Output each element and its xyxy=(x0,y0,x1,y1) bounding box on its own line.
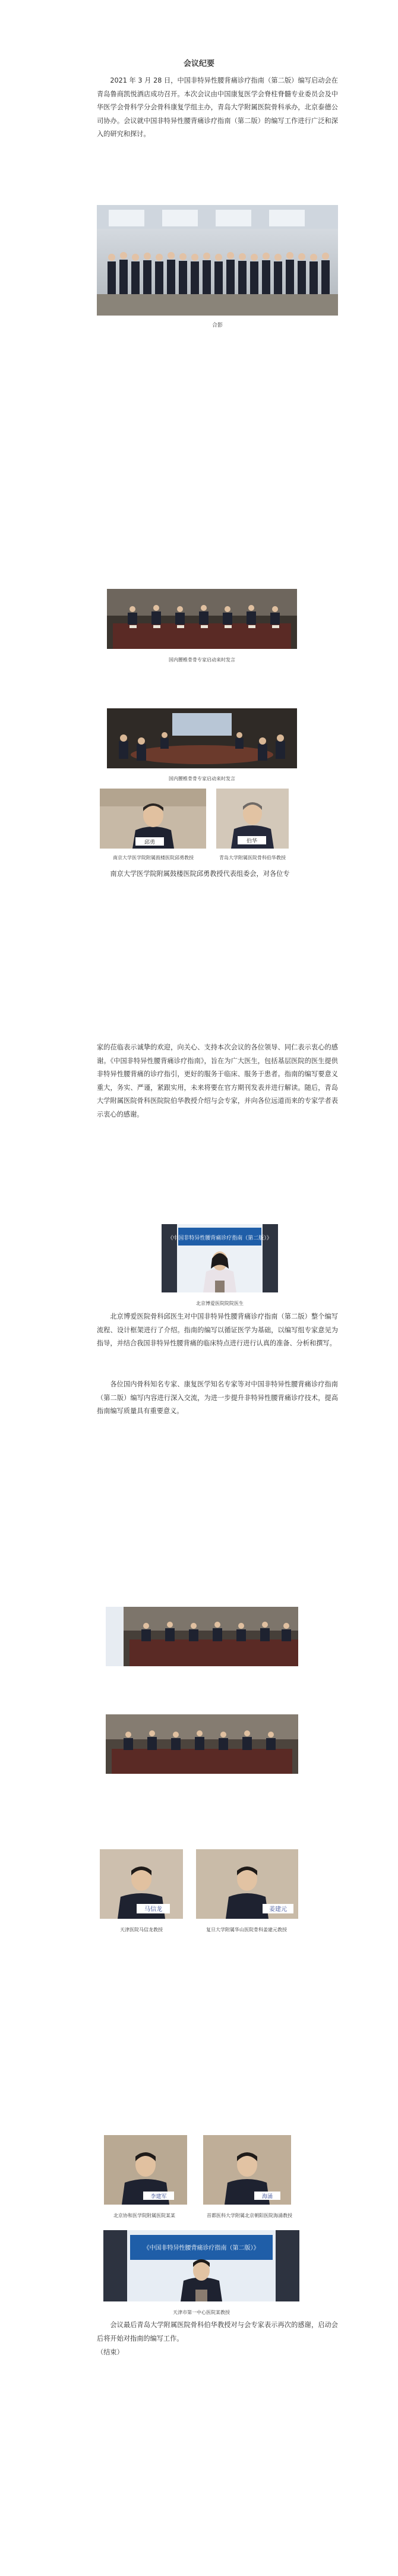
group-photo-caption: 合影 xyxy=(211,323,223,329)
meeting-photo-1-caption: 国内腰椎骨骨专家启动来时发言 xyxy=(169,657,235,663)
li-name-tag: 李建军 xyxy=(150,2194,167,2200)
ma-speaker-photo xyxy=(100,1849,183,1919)
closing-paragraph xyxy=(97,2319,338,2345)
tianjin-first-caption: 天津市第一中心医院某教授 xyxy=(173,2310,230,2315)
li-speaker-photo xyxy=(104,2135,187,2205)
hai-name-tag: 海涌 xyxy=(261,2194,273,2200)
beijing-banner-text: 《中国非特异性腰背痛诊疗指南（第二版）》 xyxy=(168,1235,272,1241)
beijing-doctor-photo xyxy=(162,1224,278,1292)
bo-name-tag: 伯华 xyxy=(246,838,258,844)
ma-name-tag: 马信龙 xyxy=(144,1906,162,1913)
intro-paragraph xyxy=(97,74,338,141)
capital-caption: 首都医科大学附属北京朝阳医院海涌教授 xyxy=(207,2213,292,2218)
speech-paragraph-cont xyxy=(97,1041,338,1121)
meeting-photo-2-caption: 国内腰椎骨骨专家启动来时发言 xyxy=(169,776,235,781)
jiang-speaker-photo xyxy=(196,1849,298,1919)
bo-speaker-photo xyxy=(216,789,289,849)
tianjin-first-photo xyxy=(103,2230,299,2301)
tianjin-banner-text: 《中国非特异性腰背痛诊疗指南（第二版）》 xyxy=(143,2245,260,2252)
beijing-text: 北京博爱医院骨科邱医生对中国非特异性腰背痛诊疗指南（第二版）整个编写流程、设计框架进行了介绍。指南的编写以循证医学为基础，以编写组专家意见为指导，并结合我国非特异性腰背痛的临床特点进行进行认真的准备、分析和撰写。 xyxy=(97,1313,338,1347)
meeting-photo-1 xyxy=(107,589,297,649)
group-photo xyxy=(97,205,338,316)
qiu-caption: 南京大学医学院附属鼓楼医院邱勇教授 xyxy=(113,855,194,860)
experts-paragraph xyxy=(97,1378,338,1418)
speech-cont-text: 家的莅临表示诚挚的欢迎，向关心、支持本次会议的各位领导、同仁表示衷心的感谢。《中国非特异性腰背痛诊疗指南》，旨在为广大医生，包括基层医院的医生提供非特异性腰背痛的诊疗指引，更好的服务于临床、服务于患者。指南的编写要意义重大，务实、严谨，紧跟实用，未来将要在官方期刊发表并进行解读。随后，青岛大学附属医院骨科医院院伯华教授介绍与会专家，并向各位远道而来的专家学者表示衷心的感谢。 xyxy=(97,1043,338,1118)
meeting-photo-4 xyxy=(106,1714,298,1774)
qiu-name-tag: 邱勇 xyxy=(144,840,156,846)
jiang-name-tag: 姜建元 xyxy=(269,1906,287,1913)
hai-speaker-photo xyxy=(203,2135,291,2205)
end-marker: （结束） xyxy=(97,2348,124,2356)
qiu-speaker-photo xyxy=(100,789,206,849)
bo-caption: 青岛大学附属医院骨科伯华教授 xyxy=(219,855,286,860)
experts-text: 各位国内骨科知名专家、康复医学知名专家等对中国非特异性腰背痛诊疗指南（第二版）编写内容进行深入交流，为进一步提升非特异性腰背痛诊疗技术，提高指南编写质量具有重要意义。 xyxy=(97,1380,338,1415)
beijing-paragraph xyxy=(97,1310,338,1351)
intro-text: 2021 年 3 月 28 日，中国非特异性腰背痛诊疗指南（第二版）编写启动会在青岛鲁商凯悦酒店成功召开。本次会议由中国康复医学会脊柱脊髓专业委员会及中华医学会骨科学分会骨科康复学组主办，青岛大学附属医院骨科承办，北京泰德公司协办。会议就中国非特异性腰背痛诊疗指南（第二版）的编写工作进行广泛和深入的研究和探讨。 xyxy=(97,77,338,138)
beijing-doctor-caption: 北京博爱医院院院医生 xyxy=(196,1301,244,1306)
chongqing-caption: 复旦大学附属华山医院骨科姜建元教授 xyxy=(206,1927,287,1932)
closing-text: 会议最后青岛大学附属医院骨科伯华教授对与会专家表示再次的感谢，启动会后将开始对指南的编写工作。 xyxy=(97,2321,338,2342)
peking-third-caption: 北京协和医学院附属医院某某 xyxy=(113,2213,175,2218)
speech-paragraph-start xyxy=(97,868,338,881)
meeting-photo-2 xyxy=(107,708,297,768)
meeting-photo-3 xyxy=(106,1607,298,1666)
tianjin-caption: 天津医院马信龙教授 xyxy=(120,1927,163,1932)
page-title: 会议纪要 xyxy=(183,59,214,68)
speech-start-text: 南京大学医学院附属鼓楼医院邱勇教授代表组委会，对各位专 xyxy=(110,870,290,878)
